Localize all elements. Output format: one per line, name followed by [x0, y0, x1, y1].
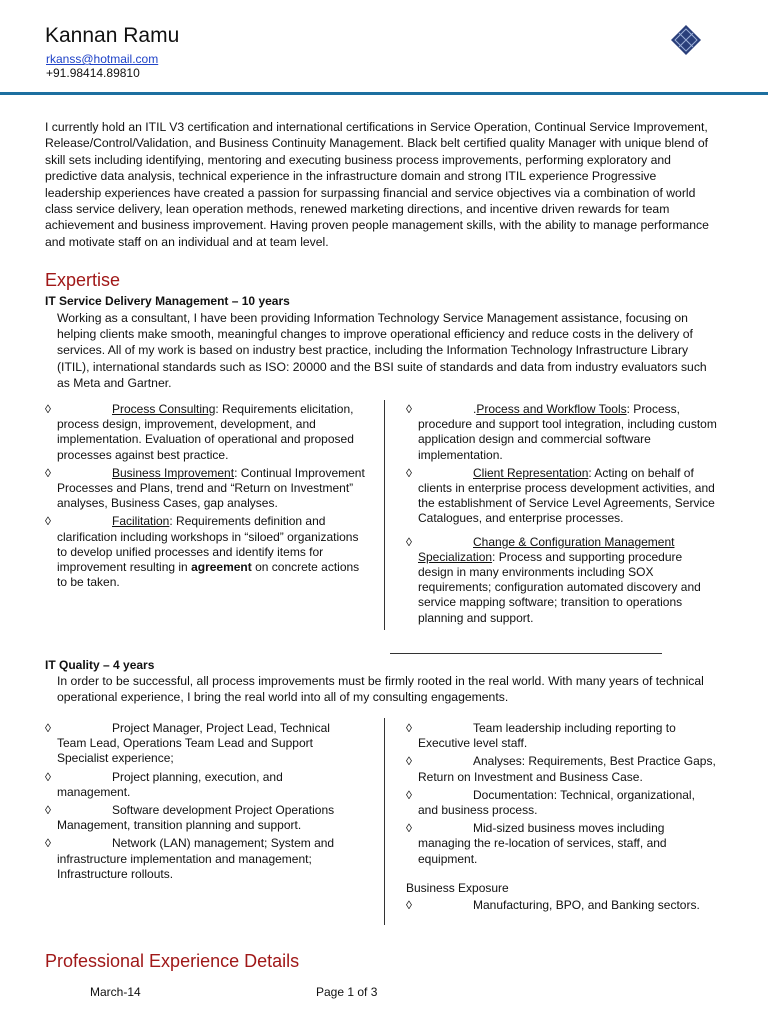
item-text: : Process and supporting procedure design in many environments including SOX requirements; configuration automated discovery and service mapping software; transition to operations planning and support.: [418, 549, 701, 625]
item-text: : Continual Improvement Processes and Plans, trend and “Return on Investment” analyses, Business Cases, gap analyses.: [57, 465, 365, 511]
itq-right-list: [406, 721, 718, 916]
item-text: : Requirements definition and clarification including workshops in “siloed” organizations to develop unified processes and identify items for improvement resulting in: [57, 514, 359, 575]
itq-title: IT Quality – 4 years: [45, 658, 155, 672]
list-item: [406, 898, 718, 913]
bullet-diamond-icon: ◊: [406, 402, 412, 416]
item-text: Analyses: Requirements, Best Practice Gaps, Return on Investment and Business Case.: [418, 754, 716, 784]
item-label: Change & Configuration Management Specialization: [418, 534, 675, 564]
itsdm-description: Working as a consultant, I have been providing Information Technology Service Management assistance, focusing on helping clients make smooth, meaningful changes to improve operational efficiency and reduce costs in the delivery of services. All of my work is based on industry best practice, including the Information Technology Infrastructure Library (ITIL), international standards such as ISO: 20000 and the BSI suite of standards and data from industry evaluators such as Meta and Gartner.: [57, 311, 707, 390]
phone-number: +91.98414.89810: [46, 66, 140, 80]
expertise-heading: Expertise: [45, 270, 121, 290]
item-text: : Acting on behalf of clients in enterprise process development activities, and the establishment of Service Level Agreements, Service Catalogues, and enterprise processes.: [418, 465, 715, 526]
list-item: [45, 721, 350, 767]
bullet-diamond-icon: ◊: [45, 769, 51, 784]
list-item: [45, 770, 350, 800]
item-text: Mid-sized business moves including managing the re-location of services, staff, and equipment.: [418, 821, 667, 866]
item-text: Manufacturing, BPO, and Banking sectors.: [473, 898, 700, 913]
summary-paragraph: I currently hold an ITIL V3 certification and international certifications in Service Operation, Continual Service Improvement, Release/Control/Validation, and Business Continuity Management. Black belt certified quality Manager with unique blend of skill sets including identifying, mentoring and executing business process improvements, performing exploratory and predictive data analysis, technical experience in the infrastructure domain and strong ITIL experience Progressive leadership experiences have created a passion for surpassing financial and service objectives via a combination of world class service delivery, lean operation methods, renewed marketing directions, and incentive driven rewards for team achievement and business improvement. Having proven people management skills, with the ability to manage performance and motivate staff on an individual and at team level.: [45, 120, 709, 249]
business-exposure-label: Business Exposure: [406, 880, 509, 895]
bullet-diamond-icon: ◊: [45, 836, 51, 851]
bullet-diamond-icon: ◊: [45, 465, 51, 480]
item-label: Facilitation: [112, 514, 170, 529]
footer-date: March-14: [90, 985, 141, 999]
item-label: Process Consulting: [112, 402, 216, 416]
item-text: : Requirements elicitation, process design, improvement, development, and implementation. Evaluation of operational and proposed processes against best practice.: [57, 402, 354, 462]
item-label: Client Representation: [473, 465, 589, 480]
item-prefix: .: [473, 402, 477, 416]
list-item: [406, 754, 718, 784]
diamond-logo-icon: [670, 24, 702, 56]
item-label: Process and Workflow Tools: [476, 402, 627, 416]
list-item: [406, 721, 718, 751]
column-divider: [384, 400, 385, 630]
list-item: [406, 466, 718, 527]
professional-experience-heading: Professional Experience Details: [45, 951, 300, 971]
itq-description: In order to be successful, all process improvements must be firmly rooted in the real world. With many years of technical operational experience, I bring the real world into all of my consulting engagements.: [57, 674, 704, 705]
list-item: [45, 836, 350, 882]
item-text: Network (LAN) management; System and infrastructure implementation and management; Infrastructure rollouts.: [57, 836, 335, 881]
list-item: [45, 466, 367, 512]
itsdm-title: IT Service Delivery Management – 10 years: [45, 294, 290, 308]
email-link[interactable]: rkanss@hotmail.com: [46, 52, 159, 66]
bullet-diamond-icon: ◊: [406, 721, 412, 735]
item-text: Software development Project Operations Management, transition planning and support.: [57, 803, 335, 833]
bullet-diamond-icon: ◊: [406, 465, 412, 480]
item-text: Team leadership including reporting to Executive level staff.: [418, 721, 676, 751]
itsdm-left-list: [45, 402, 367, 593]
item-text: Project planning, execution, and management.: [57, 769, 283, 799]
bullet-diamond-icon: ◊: [406, 787, 412, 802]
section-divider: [390, 653, 662, 654]
item-text: Project Manager, Project Lead, Technical Team Lead, Operations Team Lead and Support Specialist experience;: [57, 721, 330, 766]
list-item: [45, 402, 367, 463]
item-bold-text: agreement: [191, 560, 252, 575]
item-text: on concrete actions to be taken.: [57, 560, 360, 590]
footer-page-number: Page 1 of 3: [316, 985, 378, 999]
bullet-diamond-icon: ◊: [45, 514, 51, 529]
bullet-diamond-icon: ◊: [406, 821, 412, 836]
bullet-diamond-icon: ◊: [406, 898, 412, 913]
list-item: [406, 535, 718, 626]
bullet-diamond-icon: ◊: [45, 803, 51, 818]
item-label: Business Improvement: [112, 465, 235, 480]
list-item: [406, 821, 718, 867]
item-text: : Process, procedure and support tool integration, including custom application design and commercial software implementation.: [418, 402, 717, 462]
itsdm-right-list: [406, 402, 718, 629]
list-item: [45, 803, 350, 833]
item-text: Documentation: Technical, organizational, and business process.: [418, 787, 695, 818]
bullet-diamond-icon: ◊: [406, 534, 412, 549]
bullet-diamond-icon: ◊: [45, 402, 51, 416]
header-rule: [0, 92, 768, 95]
list-item: [45, 514, 367, 590]
candidate-name: Kannan Ramu: [45, 24, 180, 47]
list-item: [406, 788, 718, 818]
bullet-diamond-icon: ◊: [406, 754, 412, 769]
column-divider: [384, 718, 385, 925]
itq-left-list: [45, 721, 350, 885]
list-item: [406, 402, 718, 463]
bullet-diamond-icon: ◊: [45, 721, 51, 735]
